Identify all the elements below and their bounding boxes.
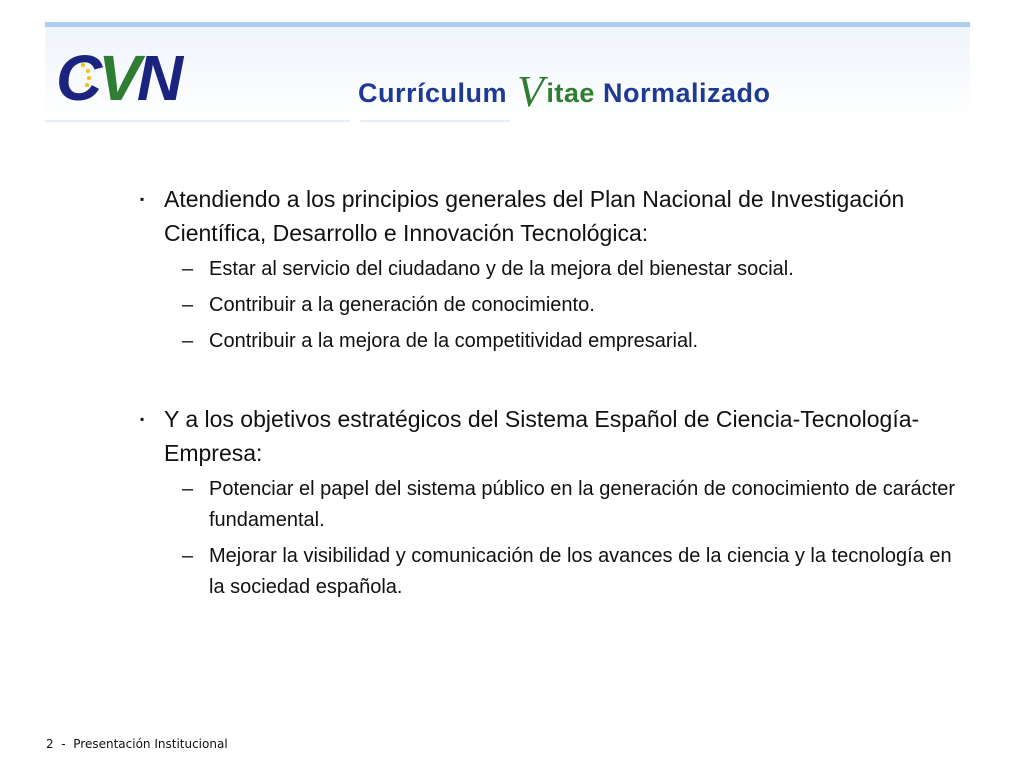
bullet-text: Y a los objetivos estratégicos del Sistema Español de Ciencia-Tecnología-Empresa: [164, 406, 920, 466]
sub-item [182, 290, 968, 321]
footer [46, 737, 228, 751]
dash-icon: – [182, 330, 194, 352]
footer-separator: - [61, 737, 66, 751]
page-title [358, 62, 771, 116]
dash-icon: – [182, 545, 194, 567]
sub-item [182, 541, 968, 603]
sub-item-text: Estar al servicio del ciudadano y de la mejora del bienestar social. [209, 258, 794, 280]
dash-icon: – [182, 478, 194, 500]
cvn-logo [56, 38, 228, 114]
footer-label: Presentación Institucional [73, 737, 228, 751]
logo-letter-n: N [136, 42, 180, 114]
square-bullet-icon: ▪ [140, 412, 145, 426]
bullet-item [138, 182, 968, 250]
sub-list [138, 474, 968, 603]
header-divider-left [45, 120, 350, 122]
sub-item [182, 474, 968, 536]
cvn-logo-text [56, 42, 180, 114]
sub-item-text: Mejorar la visibilidad y comunicación de los avances de la ciencia y la tecnología en la sociedad española. [209, 545, 952, 598]
title-itae: itae [546, 78, 595, 108]
sub-list [138, 254, 968, 357]
bullet-text: Atendiendo a los principios generales del Plan Nacional de Investigación Científica, Desarrollo e Innovación Tecnológica: [164, 186, 905, 246]
header-divider-right [360, 120, 510, 122]
sub-item [182, 254, 968, 285]
title-normalizado: Normalizado [602, 78, 771, 108]
title-v: V [517, 67, 545, 116]
dash-icon: – [182, 294, 194, 316]
sub-item-text: Potenciar el papel del sistema público en la generación de conocimiento de carácter fundamental. [209, 478, 956, 531]
sub-item-text: Contribuir a la generación de conocimiento. [209, 294, 595, 316]
sub-item-text: Contribuir a la mejora de la competitividad empresarial. [209, 330, 699, 352]
logo-letter-c: C [56, 42, 99, 114]
page-number: 2 [46, 737, 54, 751]
dash-icon: – [182, 258, 194, 280]
square-bullet-icon: ▪ [140, 192, 145, 206]
header-top-line [45, 22, 970, 27]
title-curriculum: Currículum [358, 78, 508, 108]
sub-item [182, 326, 968, 357]
bullet-item [138, 402, 968, 470]
logo-letter-v: V [98, 42, 137, 114]
slide-content [138, 182, 968, 608]
